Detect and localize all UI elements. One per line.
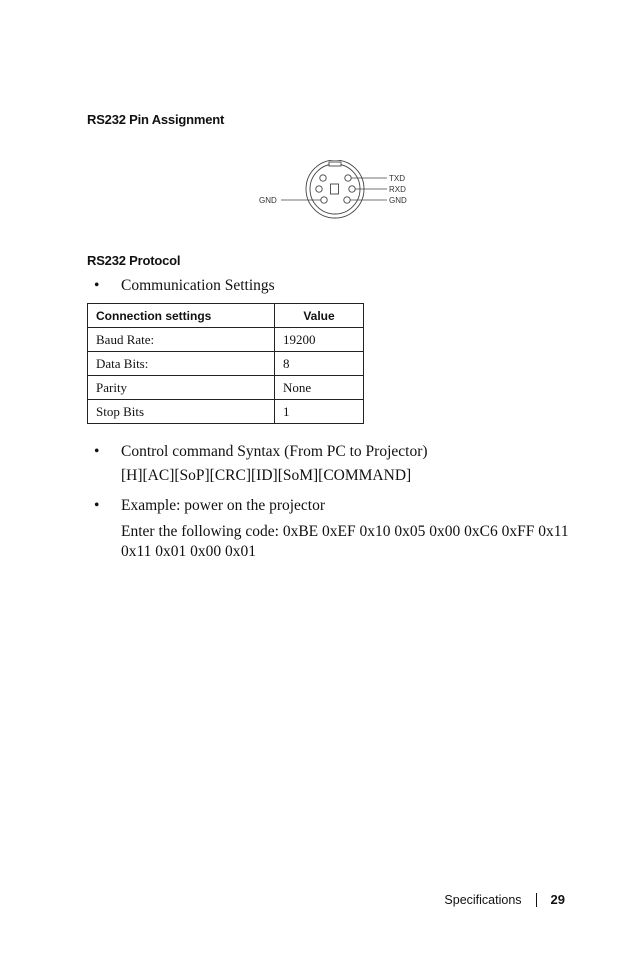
pin-assignment-heading: RS232 Pin Assignment — [87, 112, 225, 127]
page-number: 29 — [550, 892, 565, 907]
setting-name: Baud Rate: — [88, 328, 275, 352]
table-row — [88, 352, 364, 376]
command-syntax-line: [H][AC][SoP][CRC][ID][SoM][COMMAND] — [121, 467, 412, 484]
bullet-example — [94, 496, 325, 516]
header-connection-settings: Connection settings — [88, 304, 275, 328]
gnd-left-label: GND — [259, 196, 277, 205]
setting-name: Parity — [88, 376, 275, 400]
bullet-text: Control command Syntax (From PC to Projector) — [121, 443, 428, 460]
header-value: Value — [275, 304, 364, 328]
setting-name: Stop Bits — [88, 400, 275, 424]
setting-value: 19200 — [275, 328, 364, 352]
communication-settings-table — [87, 303, 364, 424]
setting-value: 8 — [275, 352, 364, 376]
rs232-pin-diagram — [255, 160, 415, 220]
bullet-text: Communication Settings — [121, 277, 275, 294]
bullet-communication-settings — [94, 276, 275, 296]
table-header-row — [88, 304, 364, 328]
protocol-heading: RS232 Protocol — [87, 253, 181, 268]
footer-divider — [536, 893, 537, 907]
txd-label: TXD — [389, 174, 405, 183]
bullet-marker: • — [94, 443, 100, 460]
table-row — [88, 328, 364, 352]
bullet-marker: • — [94, 277, 100, 294]
footer-section-name: Specifications — [444, 892, 522, 907]
bullet-marker: • — [94, 497, 100, 514]
page-footer — [444, 892, 565, 907]
table-row — [88, 400, 364, 424]
setting-value: None — [275, 376, 364, 400]
table-row — [88, 376, 364, 400]
rxd-label: RXD — [389, 185, 406, 194]
bullet-text: Example: power on the projector — [121, 497, 326, 514]
setting-value: 1 — [275, 400, 364, 424]
setting-name: Data Bits: — [88, 352, 275, 376]
gnd-right-label: GND — [389, 196, 407, 205]
bullet-control-syntax — [94, 442, 428, 462]
example-code-text: Enter the following code: 0xBE 0xEF 0x10 0x05 0x00 0xC6 0xFF 0x11 0x11 0x01 0x00 0x01 — [121, 523, 569, 560]
